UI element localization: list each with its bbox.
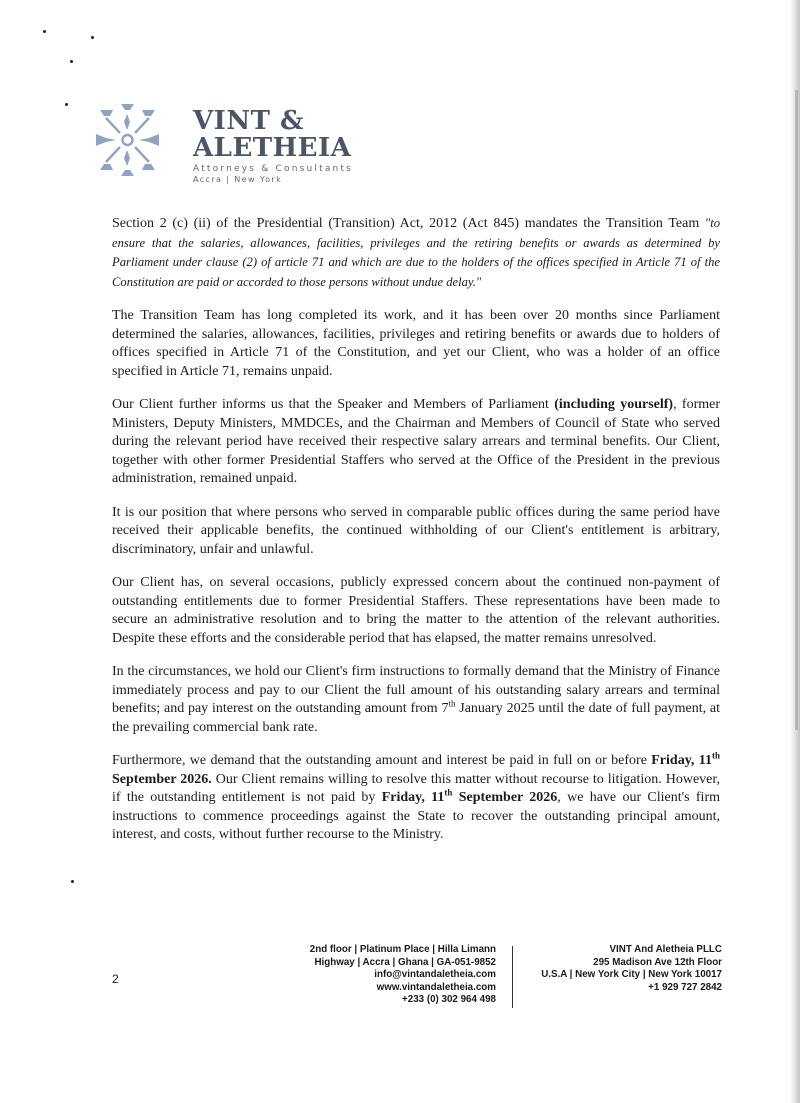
paragraph-3-emphasis: (including yourself) (554, 397, 674, 412)
firm-locations: Accra | New York (193, 175, 283, 184)
footer-address-line: Highway | Accra | Ghana | GA-051-9852 (314, 956, 496, 968)
paragraph-3-text-cont: , former Ministers, Deputy Ministers, MMDCEs, and the Chairman and Members of Council of State who served during the relevant period have received their respective salary arrears and terminal benefits. Our Client, together with other former Presidential Staffers who served at the Office of the President in the previous administration, remained unpaid. (112, 397, 720, 486)
page-number: 2 (112, 972, 119, 986)
page-shadow (790, 0, 800, 1103)
footer-us-address-line: 295 Madison Ave 12th Floor (593, 956, 722, 968)
footer-divider (512, 946, 513, 1008)
paragraph-2: The Transition Team has long completed its work, and it has been over 20 months since Parliament determined the salaries, allowances, facilities, privileges and retiring benefits or awards due to holders of offices specified in Article 71 of the Constitution, and yet our Client, who was a holder of an office specified in Article 71, remains unpaid. (112, 308, 720, 379)
firm-name-line1: VINT & (193, 106, 304, 136)
footer-us-address (530, 944, 722, 994)
letter-body (112, 214, 720, 860)
paragraph-7-text-end: , we have our Client's firm instructions to commence proceedings against the State to recover the outstanding principal amount, interest, and costs, without further recourse to the Ministry. (112, 790, 720, 842)
footer-ghana-address (276, 944, 496, 1007)
paragraph-1-text: Section 2 (c) (ii) of the Presidential (Transition) Act, 2012 (Act 845) mandates the Transition Team (112, 216, 705, 231)
deadline-date-2: Friday, 11th September 2026 (381, 787, 558, 805)
paragraph-7 (112, 752, 720, 845)
letterhead (193, 108, 353, 184)
paragraph-7-text: Furthermore, we demand that the outstanding amount and interest be paid in full on or before (112, 753, 652, 768)
scan-speck (70, 60, 73, 63)
scan-speck (91, 36, 94, 39)
date-ordinal: th (448, 698, 456, 709)
statutory-quote: "to ensure that the salaries, allowances, facilities, privileges and the retiring benefits or awards as determined by Parliament under clause (2) of article 71 and which are due to the holders of the offices specified in Article 71 of the Constitution are paid or accorded to those persons without undue delay." (112, 216, 720, 289)
scan-speck (43, 30, 46, 33)
paragraph-3-text: Our Client further informs us that the Speaker and Members of Parliament (112, 397, 555, 412)
paragraph-3 (112, 396, 720, 489)
footer-us-firm: VINT And Aletheia PLLC (609, 944, 722, 955)
footer-us-address-line: U.S.A | New York City | New York 10017 (541, 969, 722, 981)
paragraph-6-text: In the circumstances, we hold our Client's firm instructions to formally demand that the Ministry of Finance immediately process and pay to our Client the full amount of his outstanding salary arrears and terminal benefits; and pay interest on the outstanding amount from 7 (112, 664, 720, 716)
footer-us-phone: +1 929 727 2842 (648, 981, 722, 993)
scan-speck (71, 880, 74, 883)
paragraph-6 (112, 663, 720, 737)
firm-logo-icon (90, 100, 165, 180)
footer-phone: +233 (0) 302 964 498 (402, 994, 496, 1006)
firm-name-line2: ALETHEIA (193, 133, 352, 163)
footer-website[interactable]: www.vintandaletheia.com (376, 981, 496, 993)
paragraph-7-text-cont: Our Client remains willing to resolve this matter without recourse to litigation. However, if the outstanding entitlement is not paid by (112, 771, 720, 805)
firm-tagline: Attorneys & Consultants (193, 164, 354, 174)
paragraph-6-text-cont: January 2025 until the date of full payment, at the prevailing commercial bank rate. (112, 701, 721, 735)
footer-email[interactable]: info@vintandaletheia.com (374, 969, 496, 981)
deadline-date-1: Friday, 11th September 2026. (112, 750, 720, 787)
paragraph-1 (112, 214, 720, 292)
scan-speck (65, 103, 68, 106)
footer-address-line: 2nd floor | Platinum Place | Hilla Limann (309, 944, 496, 955)
paragraph-4: It is our position that where persons who served in comparable public offices during the same period have received their applicable benefits, the continued withholding of our Client's entitlement is arbitrary, discriminatory, unfair and unlawful. (112, 504, 720, 557)
paragraph-5: Our Client has, on several occasions, publicly expressed concern about the continued non-payment of outstanding entitlements due to former Presidential Staffers. These representations have been made to secure an administrative resolution and to bring the matter to the attention of the relevant authorities. Despite these efforts and the considerable period that has elapsed, the matter remains unresolved. (112, 575, 720, 646)
